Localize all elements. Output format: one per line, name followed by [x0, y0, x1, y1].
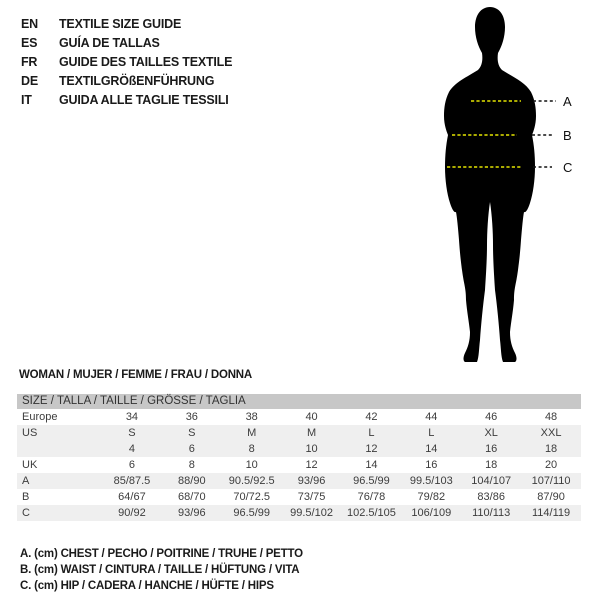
waist-marker-label: B	[563, 128, 572, 143]
lang-code: IT	[21, 93, 32, 107]
table-cell: 88/90	[178, 475, 206, 487]
table-cell: 12	[365, 443, 378, 455]
table-cell: 10	[245, 459, 258, 471]
table-cell: 10	[305, 443, 318, 455]
section-title: WOMAN / MUJER / FEMME / FRAU / DONNA	[19, 369, 253, 381]
title-row-es	[21, 34, 232, 53]
title-row-fr	[21, 53, 232, 72]
table-cell: 102.5/105	[346, 507, 396, 519]
table-row	[17, 473, 581, 489]
table-row	[17, 457, 581, 473]
table-cell: 73/75	[297, 491, 326, 503]
lang-code: ES	[21, 36, 38, 50]
table-cell: 12	[305, 459, 318, 471]
table-cell: 16	[425, 459, 438, 471]
table-cell: 106/109	[411, 507, 452, 519]
table-cell: 38	[245, 411, 258, 423]
table-cell: 93/96	[297, 475, 326, 487]
table-cell: 16	[485, 443, 498, 455]
table-cell: 20	[544, 459, 558, 471]
table-cell: 48	[544, 411, 558, 423]
title-text: GUIDE DES TAILLES TEXTILE	[59, 55, 233, 69]
table-cell: M	[247, 427, 257, 439]
silhouette-shape	[444, 7, 536, 362]
hip-marker-label: C	[563, 160, 573, 175]
table-cell: 42	[365, 411, 378, 423]
table-row	[17, 425, 581, 441]
table-cell: 8	[248, 443, 255, 455]
table-cell: 14	[365, 459, 378, 471]
table-cell: 99.5/102	[290, 507, 333, 519]
title-text: TEXTILGRÖßENFÜHRUNG	[59, 74, 215, 88]
size-table-header: SIZE / TALLA / TAILLE / GRÖSSE / TAGLIA	[17, 394, 581, 409]
chest-marker-label: A	[563, 94, 572, 109]
table-cell: XL	[484, 427, 498, 439]
table-cell: 8	[188, 459, 195, 471]
lang-code: EN	[21, 17, 38, 31]
table-cell: L	[428, 427, 435, 439]
table-cell: 114/119	[531, 507, 571, 519]
table-row-label: US	[22, 427, 38, 439]
table-cell: 46	[485, 411, 498, 423]
table-cell: S	[188, 427, 196, 439]
table-cell: 36	[185, 411, 198, 423]
table-cell: 107/110	[531, 475, 571, 487]
table-cell: 64/67	[118, 491, 146, 503]
table-cell: 6	[128, 459, 135, 471]
table-cell: 90/92	[118, 507, 146, 519]
table-cell: 18	[544, 443, 558, 455]
table-cell: 4	[128, 443, 135, 455]
table-cell: 85/87.5	[113, 475, 151, 487]
table-row-label: UK	[22, 459, 38, 471]
table-cell: 79/82	[417, 491, 446, 503]
table-cell: M	[306, 427, 317, 439]
lang-code: FR	[21, 55, 38, 69]
size-table	[17, 394, 581, 521]
title-text: GUÍA DE TALLAS	[59, 36, 160, 50]
table-cell: 96.5/99	[353, 475, 390, 487]
table-cell: 99.5/103	[409, 475, 453, 487]
title-text: TEXTILE SIZE GUIDE	[59, 17, 182, 31]
table-cell: 6	[188, 443, 195, 455]
table-cell: 93/96	[178, 507, 206, 519]
table-cell: 110/113	[472, 507, 511, 519]
table-row-label: C	[22, 507, 30, 519]
woman-silhouette-figure	[430, 0, 598, 372]
measurement-legend	[20, 546, 303, 594]
table-row-label	[17, 441, 102, 457]
table-cell: 40	[305, 411, 318, 423]
table-cell: S	[128, 427, 136, 439]
table-row	[17, 441, 581, 457]
lang-code: DE	[21, 74, 38, 88]
title-text: GUIDA ALLE TAGLIE TESSILI	[59, 93, 229, 107]
table-cell: 70/72.5	[233, 491, 271, 503]
table-cell: 96.5/99	[233, 507, 271, 519]
table-cell: 68/70	[178, 491, 206, 503]
table-cell: L	[368, 427, 375, 439]
table-row	[17, 489, 581, 505]
woman-silhouette-icon	[430, 0, 598, 372]
title-row-de	[21, 72, 232, 91]
legend-chest: A. (cm) CHEST / PECHO / POITRINE / TRUHE / PETTO	[20, 548, 303, 560]
table-cell: 87/90	[537, 491, 565, 503]
table-cell: XXL	[540, 427, 562, 439]
table-row-label: B	[22, 491, 30, 503]
table-cell: 90.5/92.5	[228, 475, 275, 487]
table-cell: 44	[425, 411, 438, 423]
table-row	[17, 505, 581, 521]
title-row-it	[21, 91, 232, 110]
table-row	[17, 409, 581, 425]
table-cell: 14	[425, 443, 438, 455]
size-table-rows	[17, 409, 581, 521]
table-cell: 18	[485, 459, 498, 471]
title-row-en	[21, 15, 232, 34]
legend-hip: C. (cm) HIP / CADERA / HANCHE / HÜFTE / HIPS	[20, 580, 274, 592]
legend-waist: B. (cm) WAIST / CINTURA / TAILLE / HÜFTUNG / VITA	[20, 564, 300, 576]
language-title-block	[21, 15, 232, 110]
table-row-label: A	[22, 475, 30, 487]
table-cell: 104/107	[471, 475, 512, 487]
table-cell: 76/78	[357, 491, 386, 503]
table-row-label: Europe	[22, 411, 58, 423]
table-cell: 34	[125, 411, 139, 423]
table-cell: 83/86	[477, 491, 505, 503]
